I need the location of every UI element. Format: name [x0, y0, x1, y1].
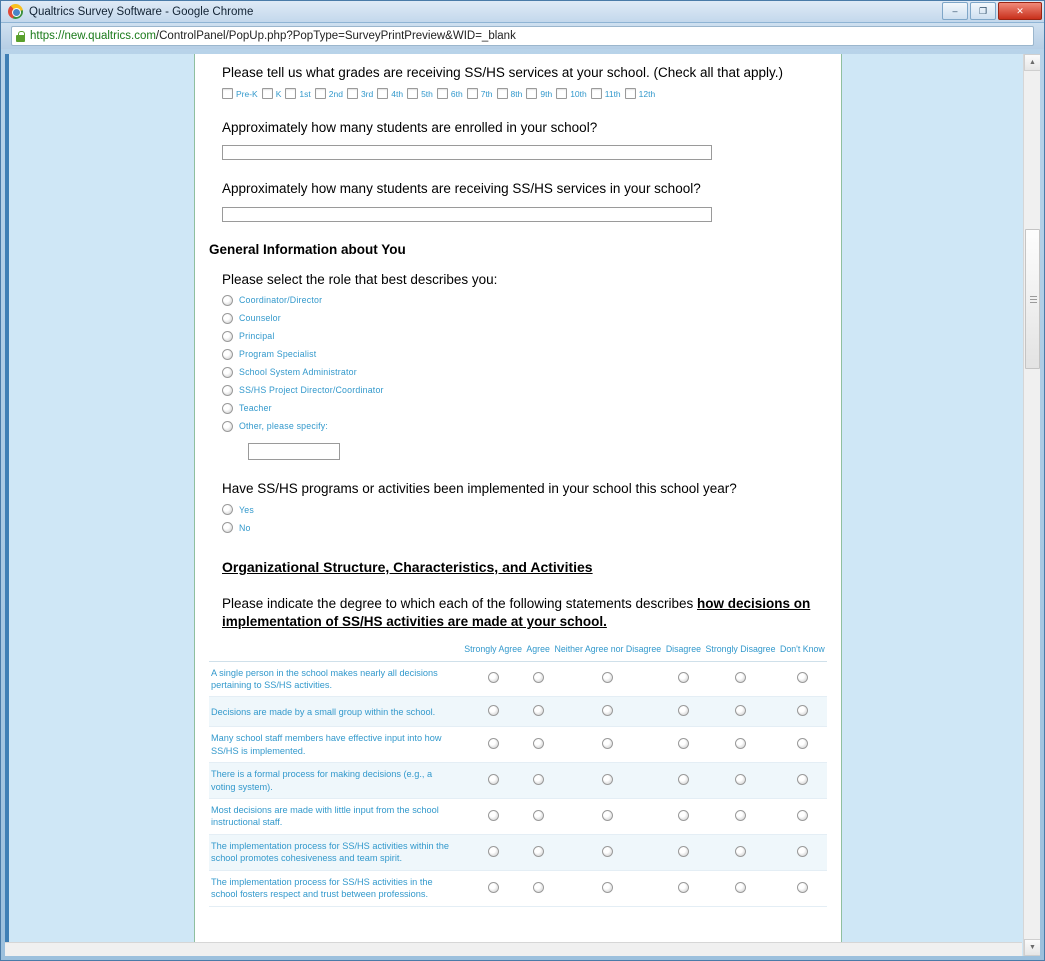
url-path: /ControlPanel/PopUp.php?PopType=SurveyPrintPreview&WID=_blank — [155, 30, 516, 42]
radio-icon[interactable] — [797, 846, 808, 857]
question-grades — [209, 64, 827, 99]
window-controls — [942, 2, 1042, 20]
matrix-row — [209, 661, 827, 697]
radio-icon[interactable] — [602, 882, 613, 893]
radio-icon[interactable] — [797, 738, 808, 749]
question-implemented — [209, 480, 827, 533]
matrix-row-label: The implementation process for SS/HS activities within the school promotes cohesiveness and team spirit. — [209, 834, 462, 870]
radio-icon[interactable] — [488, 882, 499, 893]
radio-icon[interactable] — [533, 810, 544, 821]
matrix-row — [209, 727, 827, 763]
matrix-row — [209, 834, 827, 870]
matrix-cell[interactable] — [524, 799, 552, 835]
matrix-cell[interactable] — [552, 697, 664, 727]
matrix-cell[interactable] — [524, 834, 552, 870]
radio-icon[interactable] — [533, 705, 544, 716]
matrix-cell[interactable] — [664, 763, 704, 799]
radio-icon[interactable] — [602, 846, 613, 857]
matrix-cell[interactable] — [778, 870, 827, 906]
matrix-cell[interactable] — [664, 834, 704, 870]
matrix-col-header: Strongly Agree — [462, 642, 524, 661]
grade-option[interactable]: 12th — [625, 88, 656, 99]
question-enrolled-text: Approximately how many students are enrolled in your school? — [222, 120, 598, 136]
checkbox-icon[interactable] — [407, 88, 418, 99]
radio-icon[interactable] — [488, 672, 499, 683]
matrix-cell[interactable] — [552, 870, 664, 906]
matrix-cell[interactable] — [524, 697, 552, 727]
role-option[interactable]: Coordinator/Director — [222, 295, 827, 306]
radio-icon[interactable] — [488, 774, 499, 785]
matrix-col-header: Agree — [524, 642, 552, 661]
grade-option[interactable]: 2nd — [315, 88, 343, 99]
radio-icon[interactable] — [222, 385, 233, 396]
matrix-cell[interactable] — [778, 763, 827, 799]
radio-icon[interactable] — [222, 313, 233, 324]
matrix-cell[interactable] — [778, 661, 827, 697]
matrix-row — [209, 799, 827, 835]
matrix-cell[interactable] — [524, 763, 552, 799]
vertical-scrollbar[interactable] — [1023, 54, 1040, 956]
survey-page — [5, 54, 1022, 942]
matrix-stub-header — [209, 642, 462, 661]
close-button[interactable]: ✕ — [998, 2, 1042, 20]
question-grades-text: Please tell us what grades are receiving SS/HS services at your school. (Check all that apply.) — [222, 65, 784, 80]
maximize-button[interactable]: ❐ — [970, 2, 996, 20]
enrolled-input[interactable] — [222, 145, 712, 160]
matrix-cell[interactable] — [664, 870, 704, 906]
radio-icon[interactable] — [602, 774, 613, 785]
checkbox-icon[interactable] — [497, 88, 508, 99]
radio-icon[interactable] — [602, 672, 613, 683]
radio-icon[interactable] — [533, 774, 544, 785]
matrix-cell[interactable] — [524, 661, 552, 697]
question-implemented-text: Have SS/HS programs or activities been implemented in your school this school year? — [222, 480, 737, 496]
radio-icon[interactable] — [222, 295, 233, 306]
matrix-cell[interactable] — [778, 727, 827, 763]
matrix-cell[interactable] — [703, 763, 778, 799]
grade-option[interactable]: 11th — [591, 88, 621, 99]
grade-option[interactable]: 6th — [437, 88, 463, 99]
radio-icon[interactable] — [602, 738, 613, 749]
grade-option[interactable]: Pre-K — [222, 88, 258, 99]
implemented-option-no[interactable]: No — [222, 522, 827, 533]
role-option[interactable]: Teacher — [222, 403, 827, 414]
matrix-cell[interactable] — [664, 661, 704, 697]
radio-icon[interactable] — [797, 672, 808, 683]
radio-icon[interactable] — [735, 738, 746, 749]
matrix-cell[interactable] — [703, 834, 778, 870]
scroll-down-arrow-icon[interactable]: ▼ — [1024, 939, 1040, 956]
matrix-row-label: Decisions are made by a small group within the school. — [209, 697, 462, 727]
matrix-cell[interactable] — [703, 661, 778, 697]
url-origin: https://new.qualtrics.com — [30, 30, 156, 42]
browser-toolbar — [1, 23, 1044, 49]
page-viewport — [5, 54, 1040, 956]
matrix-cell[interactable] — [462, 661, 524, 697]
role-option[interactable]: Counselor — [222, 313, 827, 324]
role-option-other[interactable]: Other, please specify: — [222, 421, 827, 432]
radio-icon[interactable] — [533, 882, 544, 893]
radio-icon[interactable] — [735, 882, 746, 893]
matrix-cell[interactable] — [778, 697, 827, 727]
radio-icon[interactable] — [797, 810, 808, 821]
radio-icon[interactable] — [735, 846, 746, 857]
matrix-cell[interactable] — [703, 870, 778, 906]
matrix-row-label: Many school staff members have effective input into how SS/HS is implemented. — [209, 727, 462, 763]
matrix-row — [209, 870, 827, 906]
matrix-cell[interactable] — [778, 834, 827, 870]
survey-content — [194, 54, 842, 942]
radio-icon[interactable] — [678, 672, 689, 683]
minimize-button[interactable]: – — [942, 2, 968, 20]
question-role — [209, 271, 827, 460]
matrix-row — [209, 697, 827, 727]
question-receiving — [209, 180, 827, 221]
checkbox-icon[interactable] — [467, 88, 478, 99]
matrix-cell[interactable] — [524, 727, 552, 763]
chrome-logo-icon — [8, 4, 23, 19]
role-radio-list — [222, 295, 827, 460]
radio-icon[interactable] — [678, 810, 689, 821]
matrix-intro — [222, 595, 827, 631]
matrix-cell[interactable] — [552, 727, 664, 763]
radio-icon[interactable] — [222, 522, 233, 533]
matrix-row — [209, 763, 827, 799]
radio-icon[interactable] — [678, 738, 689, 749]
radio-icon[interactable] — [735, 672, 746, 683]
checkbox-icon[interactable] — [347, 88, 358, 99]
grade-option[interactable]: 8th — [497, 88, 523, 99]
radio-icon[interactable] — [222, 349, 233, 360]
matrix-header-row — [209, 642, 827, 661]
grade-option[interactable]: 5th — [407, 88, 433, 99]
radio-icon[interactable] — [222, 504, 233, 515]
question-role-text: Please select the role that best describes you: — [222, 271, 498, 287]
role-option[interactable]: SS/HS Project Director/Coordinator — [222, 385, 827, 396]
radio-icon[interactable] — [602, 810, 613, 821]
question-enrolled — [209, 119, 827, 160]
radio-icon[interactable] — [533, 672, 544, 683]
matrix-col-header: Don't Know — [778, 642, 827, 661]
checkbox-icon[interactable] — [556, 88, 567, 99]
grade-option[interactable]: 1st — [285, 88, 310, 99]
radio-icon[interactable] — [678, 774, 689, 785]
matrix-cell[interactable] — [462, 799, 524, 835]
radio-icon[interactable] — [488, 810, 499, 821]
checkbox-icon[interactable] — [222, 88, 233, 99]
matrix-cell[interactable] — [552, 661, 664, 697]
matrix-cell[interactable] — [552, 799, 664, 835]
matrix-cell[interactable] — [462, 697, 524, 727]
radio-icon[interactable] — [222, 403, 233, 414]
address-bar[interactable] — [11, 26, 1034, 46]
checkbox-icon[interactable] — [625, 88, 636, 99]
radio-icon[interactable] — [735, 705, 746, 716]
checkbox-icon[interactable] — [377, 88, 388, 99]
matrix-intro-plain: Please indicate the degree to which each of the following statements describes — [222, 596, 698, 612]
matrix-cell[interactable] — [664, 697, 704, 727]
radio-icon[interactable] — [222, 367, 233, 378]
radio-icon[interactable] — [797, 774, 808, 785]
matrix-cell[interactable] — [462, 870, 524, 906]
radio-icon[interactable] — [488, 705, 499, 716]
section-heading-general-info: General Information about You — [209, 241, 406, 257]
radio-icon[interactable] — [222, 331, 233, 342]
grade-option[interactable]: 7th — [467, 88, 493, 99]
matrix-cell[interactable] — [664, 799, 704, 835]
implemented-radio-list — [222, 504, 827, 533]
decision-matrix-table — [209, 642, 827, 907]
radio-icon[interactable] — [533, 846, 544, 857]
role-other-input[interactable] — [248, 443, 340, 460]
matrix-row-label: The implementation process for SS/HS activities in the school fosters respect and trust between professions. — [209, 870, 462, 906]
checkbox-icon[interactable] — [437, 88, 448, 99]
matrix-col-header: Neither Agree nor Disagree — [552, 642, 664, 661]
radio-icon[interactable] — [797, 705, 808, 716]
grade-option[interactable]: 9th — [526, 88, 552, 99]
matrix-cell[interactable] — [462, 834, 524, 870]
lock-icon — [16, 31, 25, 42]
radio-icon[interactable] — [488, 738, 499, 749]
radio-icon[interactable] — [735, 774, 746, 785]
page-left-gutter — [5, 54, 9, 942]
radio-icon[interactable] — [735, 810, 746, 821]
matrix-row-label: Most decisions are made with little input from the school instructional staff. — [209, 799, 462, 835]
grade-option[interactable]: 3rd — [347, 88, 373, 99]
window-title: Qualtrics Survey Software - Google Chrome — [29, 5, 254, 18]
radio-icon[interactable] — [678, 882, 689, 893]
grades-checkbox-row — [222, 88, 827, 99]
title-bar — [1, 1, 1044, 23]
grade-option[interactable]: K — [262, 88, 282, 99]
matrix-cell[interactable] — [778, 799, 827, 835]
radio-icon[interactable] — [222, 421, 233, 432]
checkbox-icon[interactable] — [315, 88, 326, 99]
radio-icon[interactable] — [678, 846, 689, 857]
matrix-row-label: A single person in the school makes nearly all decisions pertaining to SS/HS activities. — [209, 661, 462, 697]
matrix-cell[interactable] — [552, 834, 664, 870]
question-receiving-text: Approximately how many students are receiving SS/HS services in your school? — [222, 181, 701, 197]
checkbox-icon[interactable] — [262, 88, 273, 99]
matrix-cell[interactable] — [462, 763, 524, 799]
radio-icon[interactable] — [602, 705, 613, 716]
radio-icon[interactable] — [533, 738, 544, 749]
matrix-col-header: Strongly Disagree — [703, 642, 778, 661]
radio-icon[interactable] — [678, 705, 689, 716]
matrix-cell[interactable] — [552, 763, 664, 799]
matrix-row-label: There is a formal process for making decisions (e.g., a voting system). — [209, 763, 462, 799]
checkbox-icon[interactable] — [285, 88, 296, 99]
role-option[interactable]: Program Specialist — [222, 349, 827, 360]
receiving-input[interactable] — [222, 207, 712, 222]
matrix-cell[interactable] — [703, 727, 778, 763]
grade-option[interactable]: 10th — [556, 88, 587, 99]
vertical-scrollbar-thumb[interactable] — [1025, 229, 1040, 369]
matrix-cell[interactable] — [524, 870, 552, 906]
role-option[interactable]: School System Administrator — [222, 367, 827, 378]
matrix-cell[interactable] — [664, 727, 704, 763]
matrix-intro-emphasis: how decisions on implementation of SS/HS activities are made at your school. — [222, 596, 811, 630]
scroll-up-arrow-icon[interactable]: ▲ — [1024, 54, 1040, 71]
radio-icon[interactable] — [797, 882, 808, 893]
role-option[interactable]: Principal — [222, 331, 827, 342]
checkbox-icon[interactable] — [591, 88, 602, 99]
horizontal-scrollbar[interactable] — [5, 942, 1022, 956]
checkbox-icon[interactable] — [526, 88, 537, 99]
matrix-cell[interactable] — [703, 697, 778, 727]
grade-option[interactable]: 4th — [377, 88, 403, 99]
radio-icon[interactable] — [488, 846, 499, 857]
implemented-option-yes[interactable]: Yes — [222, 504, 827, 515]
matrix-cell[interactable] — [703, 799, 778, 835]
section-heading-org-structure: Organizational Structure, Characteristics, and Activities — [222, 559, 593, 576]
matrix-col-header: Disagree — [664, 642, 704, 661]
matrix-cell[interactable] — [462, 727, 524, 763]
